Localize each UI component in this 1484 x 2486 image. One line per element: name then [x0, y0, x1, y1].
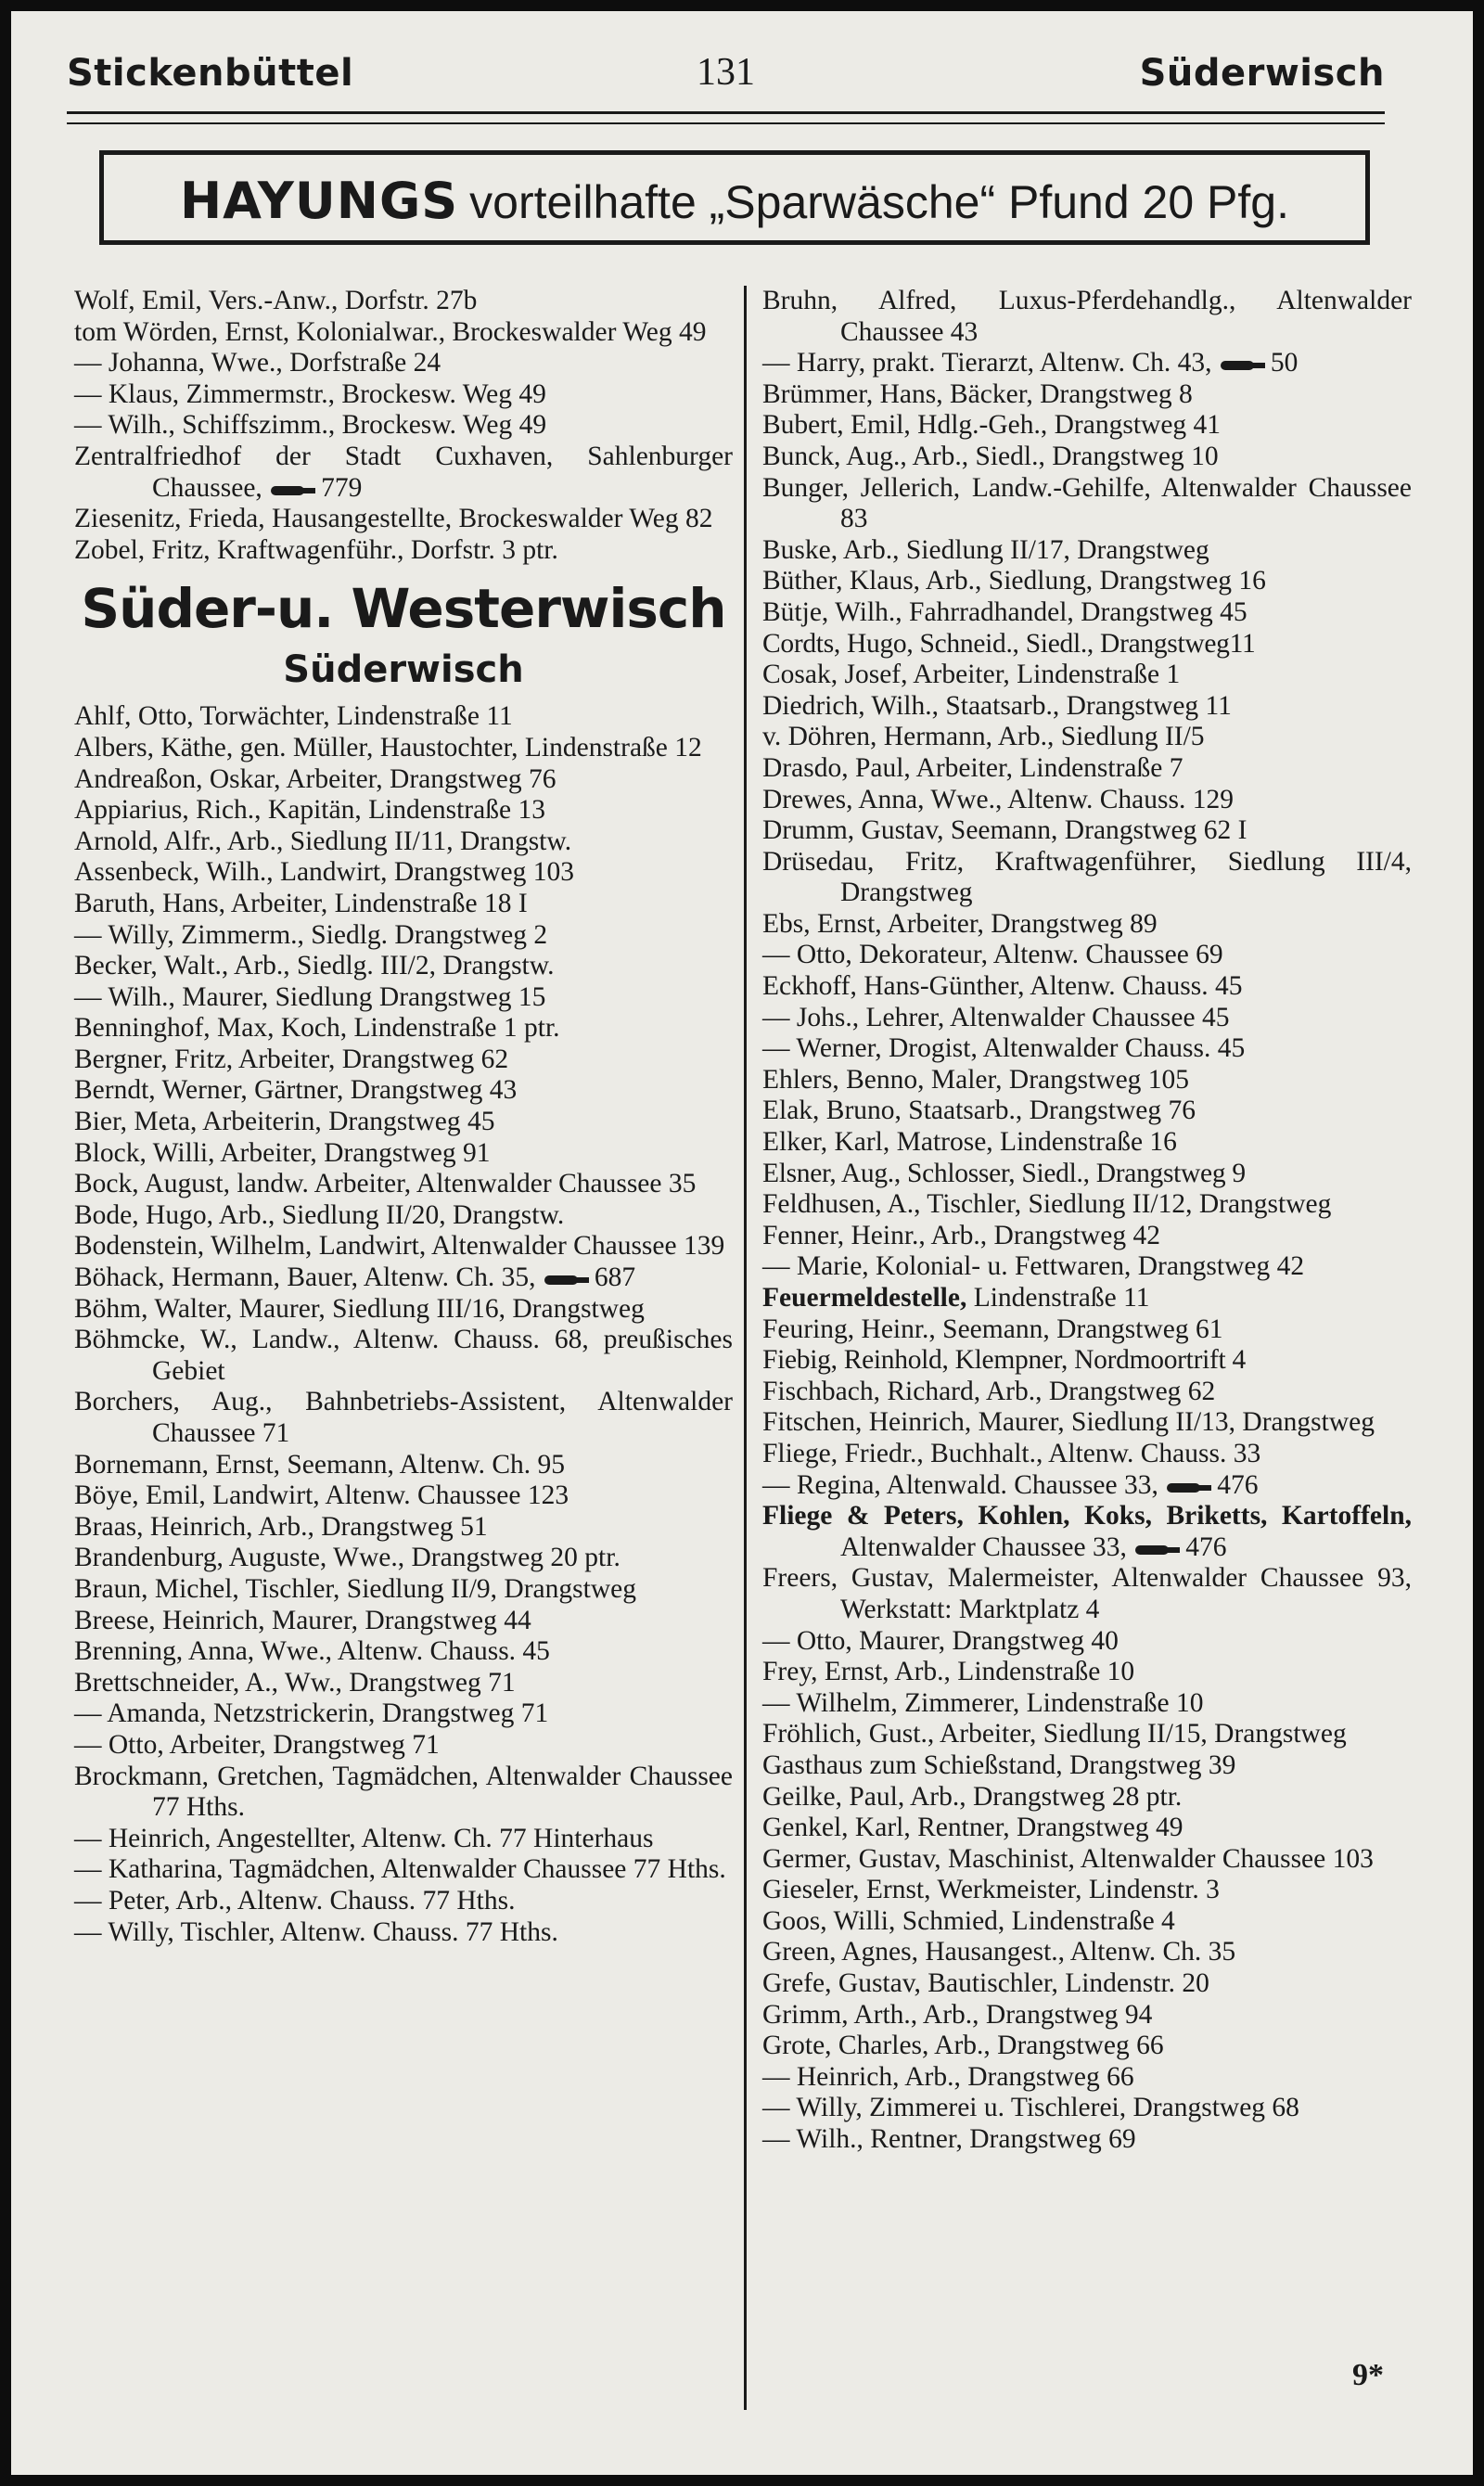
list-item: Bornemann, Ernst, Seemann, Altenw. Ch. 95	[74, 1449, 566, 1480]
entry-text: Zentralfriedhof der Stadt Cuxhaven, Sahlenburger Chaussee,	[74, 441, 733, 503]
list-item: Assenbeck, Wilh., Landwirt, Drangstweg 103	[74, 857, 574, 888]
header-right-place: Süderwisch	[1139, 52, 1385, 95]
list-item	[74, 1262, 733, 1294]
list-item: Ebs, Ernst, Arbeiter, Drangstweg 89	[762, 908, 1158, 939]
list-item: Benninghof, Max, Koch, Lindenstraße 1 ptr.	[74, 1013, 560, 1044]
list-item: Bier, Meta, Arbeiterin, Drangstweg 45	[74, 1107, 495, 1137]
list-item: Fitschen, Heinrich, Maurer, Siedlung II/13, Drangstweg	[762, 1407, 1375, 1438]
list-item: tom Wörden, Ernst, Kolonialwar., Brockeswalder Weg 49	[74, 316, 707, 347]
list-item: Baruth, Hans, Arbeiter, Lindenstraße 18 I	[74, 888, 528, 918]
list-item: Feuring, Heinr., Seemann, Drangstweg 61	[762, 1313, 1223, 1344]
list-item: — Johanna, Wwe., Dorfstraße 24	[74, 348, 441, 378]
list-item	[74, 442, 733, 504]
list-item: Elak, Bruno, Staatsarb., Drangstweg 76	[762, 1096, 1196, 1126]
list-item: Ziesenitz, Frieda, Hausangestellte, Brockeswalder Weg 82	[74, 504, 713, 534]
list-item: Bergner, Fritz, Arbeiter, Drangstweg 62	[74, 1044, 509, 1074]
list-item: Böhmcke, W., Landw., Altenw. Chauss. 68, preußisches Gebiet	[74, 1325, 733, 1386]
entry-text: Lindenstraße 11	[966, 1283, 1150, 1313]
list-item: Feldhusen, A., Tischler, Siedlung II/12, Drangstweg	[762, 1189, 1332, 1220]
phone-number: 476	[1217, 1469, 1259, 1500]
left-column	[74, 286, 733, 1948]
list-item: — Katharina, Tagmädchen, Altenwalder Chaussee 77 Hths.	[74, 1854, 726, 1885]
list-item: — Johs., Lehrer, Altenwalder Chaussee 45	[762, 1002, 1230, 1032]
list-item: Genkel, Karl, Rentner, Drangstweg 49	[762, 1813, 1183, 1843]
list-item: Drumm, Gustav, Seemann, Drangstweg 62 I	[762, 815, 1247, 846]
list-item: Bode, Hugo, Arb., Siedlung II/20, Drangstw.	[74, 1199, 565, 1230]
entry-bold-text: Fliege & Peters, Kohlen, Koks, Briketts, Kartoffeln,	[762, 1501, 1412, 1531]
list-item: Fliege, Friedr., Buchhalt., Altenw. Chauss. 33	[762, 1438, 1261, 1468]
list-item: Becker, Walt., Arb., Siedlg. III/2, Drangstw.	[74, 951, 555, 981]
right-column	[762, 286, 1412, 2156]
list-item: Böye, Emil, Landwirt, Altenw. Chaussee 123	[74, 1480, 569, 1511]
list-item: Block, Willi, Arbeiter, Drangstweg 91	[74, 1137, 491, 1168]
list-item: — Marie, Kolonial- u. Fettwaren, Drangstweg 42	[762, 1251, 1305, 1282]
ad-brand: HAYUNGS	[179, 172, 459, 230]
list-item: Braun, Michel, Tischler, Siedlung II/9, Drangstweg	[74, 1573, 636, 1604]
list-item: — Otto, Maurer, Drangstweg 40	[762, 1625, 1119, 1656]
list-item: — Wilh., Rentner, Drangstweg 69	[762, 2124, 1136, 2155]
list-item: Frey, Ernst, Arb., Lindenstraße 10	[762, 1657, 1135, 1687]
list-item: — Otto, Dekorateur, Altenw. Chaussee 69	[762, 940, 1223, 970]
list-item: Bock, August, landw. Arbeiter, Altenwalder Chaussee 35	[74, 1169, 697, 1199]
list-item: Diedrich, Wilh., Staatsarb., Drangstweg 11	[762, 690, 1232, 721]
header-left-place: Stickenbüttel	[67, 52, 354, 95]
list-item: — Wilh., Schiffszimm., Brockesw. Weg 49	[74, 410, 547, 441]
list-item: Freers, Gustav, Malermeister, Altenwalder Chaussee 93, Werkstatt: Marktplatz 4	[762, 1563, 1412, 1624]
entry-text: — Regina, Altenwald. Chaussee 33,	[762, 1469, 1166, 1500]
list-item: Cordts, Hugo, Schneid., Siedl., Drangstweg11	[762, 628, 1256, 659]
list-item: Gasthaus zum Schießstand, Drangstweg 39	[762, 1749, 1236, 1780]
list-item: Germer, Gustav, Maschinist, Altenwalder Chaussee 103	[762, 1843, 1374, 1874]
list-item: Brenning, Anna, Wwe., Altenw. Chauss. 45	[74, 1636, 550, 1667]
list-item: Gieseler, Ernst, Werkmeister, Lindenstr. 3	[762, 1875, 1220, 1905]
list-item	[762, 1501, 1412, 1563]
list-item: Albers, Käthe, gen. Müller, Haustochter, Lindenstraße 12	[74, 732, 702, 762]
telephone-icon	[271, 483, 315, 496]
list-item: — Otto, Arbeiter, Drangstweg 71	[74, 1729, 440, 1760]
list-item: Wolf, Emil, Vers.-Anw., Dorfstr. 27b	[74, 286, 478, 315]
list-item	[762, 1470, 1412, 1502]
header-rule	[67, 111, 1385, 114]
list-item: Grote, Charles, Arb., Drangstweg 66	[762, 2031, 1164, 2061]
list-item: v. Döhren, Hermann, Arb., Siedlung II/5	[762, 722, 1205, 752]
phone-number: 779	[321, 472, 363, 503]
list-item: Büther, Klaus, Arb., Siedlung, Drangstweg 16	[762, 566, 1266, 596]
list-item: Appiarius, Rich., Kapitän, Lindenstraße 13	[74, 795, 545, 826]
list-item: Grimm, Arth., Arb., Drangstweg 94	[762, 1999, 1153, 2030]
entry-text: Altenwalder Chaussee 33,	[840, 1531, 1134, 1562]
list-item	[762, 348, 1412, 379]
list-item: Drewes, Anna, Wwe., Altenw. Chauss. 129	[762, 784, 1234, 814]
list-item: Bütje, Wilh., Fahrradhandel, Drangstweg 45	[762, 596, 1247, 627]
list-item: — Peter, Arb., Altenw. Chauss. 77 Hths.	[74, 1885, 516, 1916]
signature-mark: 9*	[1352, 2358, 1384, 2392]
page-header	[67, 46, 1385, 111]
list-item: Elker, Karl, Matrose, Lindenstraße 16	[762, 1127, 1177, 1158]
list-item: Goos, Willi, Schmied, Lindenstraße 4	[762, 1905, 1175, 1936]
list-item: — Willy, Zimmerm., Siedlg. Drangstweg 2	[74, 919, 548, 950]
entry-bold-text: Feuermeldestelle,	[762, 1283, 967, 1313]
telephone-icon	[544, 1273, 589, 1286]
list-item: Brandenburg, Auguste, Wwe., Drangstweg 20 ptr.	[74, 1543, 620, 1573]
entry-text: — Harry, prakt. Tierarzt, Altenw. Ch. 43,	[762, 348, 1219, 378]
telephone-icon	[1135, 1543, 1180, 1556]
phone-number: 50	[1270, 348, 1298, 378]
list-item: Bunck, Aug., Arb., Siedl., Drangstweg 10	[762, 441, 1219, 471]
section-title: Süder-u. Westerwisch	[81, 577, 726, 641]
list-item: Brümmer, Hans, Bäcker, Drangstweg 8	[762, 378, 1193, 409]
list-item: — Willy, Tischler, Altenw. Chauss. 77 Hths.	[74, 1916, 558, 1947]
list-item: — Heinrich, Arb., Drangstweg 66	[762, 2061, 1134, 2092]
telephone-icon	[1167, 1480, 1211, 1493]
list-item: Cosak, Josef, Arbeiter, Lindenstraße 1	[762, 660, 1181, 690]
list-item: Brettschneider, A., Ww., Drangstweg 71	[74, 1667, 516, 1698]
phone-number: 476	[1185, 1531, 1227, 1562]
list-item: Geilke, Paul, Arb., Drangstweg 28 ptr.	[762, 1781, 1183, 1812]
list-item: Andreaßon, Oskar, Arbeiter, Drangstweg 76	[74, 763, 556, 794]
ad-text: vorteilhafte „Sparwäsche“ Pfund 20 Pfg.	[469, 176, 1289, 228]
list-item: Ehlers, Benno, Maler, Drangstweg 105	[762, 1064, 1190, 1095]
list-item: Elsner, Aug., Schlosser, Siedl., Drangstweg 9	[762, 1158, 1246, 1188]
list-item: Buske, Arb., Siedlung II/17, Drangstweg	[762, 534, 1209, 565]
entry-text: Böhack, Hermann, Bauer, Altenw. Ch. 35,	[74, 1262, 543, 1293]
list-item: Grefe, Gustav, Bautischler, Lindenstr. 20	[762, 1968, 1209, 1999]
list-item: — Heinrich, Angestellter, Altenw. Ch. 77 Hinterhaus	[74, 1823, 654, 1853]
list-item: Bodenstein, Wilhelm, Landwirt, Altenwalder Chaussee 139	[74, 1231, 725, 1262]
list-item: — Werner, Drogist, Altenwalder Chauss. 45	[762, 1033, 1246, 1064]
list-item: Eckhoff, Hans-Günther, Altenw. Chauss. 45	[762, 971, 1243, 1002]
list-item: Fiebig, Reinhold, Klempner, Nordmoortrift 4	[762, 1345, 1246, 1376]
list-item: Bunger, Jellerich, Landw.-Gehilfe, Altenwalder Chaussee 83	[762, 472, 1412, 534]
list-item: — Wilhelm, Zimmerer, Lindenstraße 10	[762, 1687, 1204, 1718]
directory-page	[11, 11, 1473, 2475]
list-item: — Willy, Zimmerei u. Tischlerei, Drangstweg 68	[762, 2093, 1299, 2123]
list-item: Arnold, Alfr., Arb., Siedlung II/11, Drangstw.	[74, 826, 572, 856]
page-number: 131	[697, 51, 755, 94]
advertisement-box	[99, 150, 1370, 245]
list-item	[762, 1283, 1412, 1314]
list-item: Böhm, Walter, Maurer, Siedlung III/16, Drangstweg	[74, 1293, 645, 1324]
list-item: — Amanda, Netzstrickerin, Drangstweg 71	[74, 1698, 549, 1729]
list-item: Zobel, Fritz, Kraftwagenführ., Dorfstr. 3 ptr.	[74, 534, 558, 565]
list-item: Fenner, Heinr., Arb., Drangstweg 42	[762, 1220, 1160, 1250]
list-item: Drüsedau, Fritz, Kraftwagenführer, Siedlung III/4, Drangstweg	[762, 846, 1412, 908]
list-item: Bruhn, Alfred, Luxus-Pferdehandlg., Altenwalder Chaussee 43	[762, 286, 1412, 347]
list-item: Borchers, Aug., Bahnbetriebs-Assistent, Altenwalder Chaussee 71	[74, 1387, 733, 1448]
list-item: Ahlf, Otto, Torwächter, Lindenstraße 11	[74, 701, 513, 732]
list-item: Breese, Heinrich, Maurer, Drangstweg 44	[74, 1605, 531, 1635]
list-item: Bubert, Emil, Hdlg.-Geh., Drangstweg 41	[762, 410, 1222, 441]
list-item: — Klaus, Zimmermstr., Brockesw. Weg 49	[74, 378, 546, 409]
list-item: Fröhlich, Gust., Arbeiter, Siedlung II/15, Drangstweg	[762, 1719, 1347, 1749]
list-item: Berndt, Werner, Gärtner, Drangstweg 43	[74, 1075, 518, 1106]
section-subtitle: Süderwisch	[283, 648, 524, 692]
list-item: Green, Agnes, Hausangest., Altenw. Ch. 35	[762, 1937, 1236, 1967]
list-item: Drasdo, Paul, Arbeiter, Lindenstraße 7	[762, 752, 1183, 783]
advertisement-line	[104, 172, 1365, 230]
list-item: Brockmann, Gretchen, Tagmädchen, Altenwalder Chaussee 77 Hths.	[74, 1761, 733, 1823]
telephone-icon	[1221, 358, 1265, 371]
column-divider	[744, 286, 747, 2410]
phone-number: 687	[594, 1262, 636, 1293]
list-item: Fischbach, Richard, Arb., Drangstweg 62	[762, 1376, 1216, 1406]
list-item: Braas, Heinrich, Arb., Drangstweg 51	[74, 1511, 488, 1542]
header-rule-thin	[67, 122, 1385, 124]
list-item: — Wilh., Maurer, Siedlung Drangstweg 15	[74, 981, 546, 1012]
